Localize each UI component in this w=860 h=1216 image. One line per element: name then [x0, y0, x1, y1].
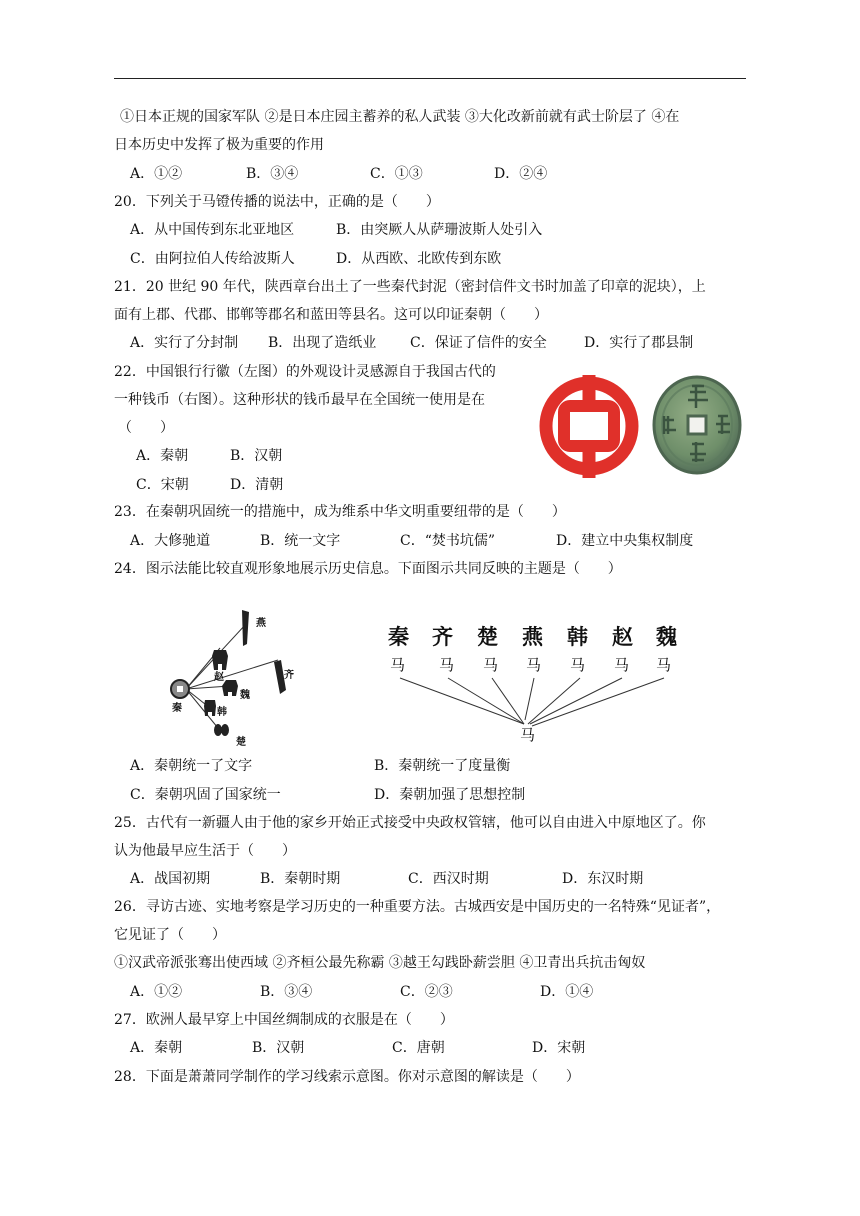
q26-option-b[interactable]: B．③④: [260, 984, 313, 1000]
ancient-coin-image: [652, 372, 744, 478]
q20-option-b[interactable]: B．由突厥人从萨珊波斯人处引入: [336, 222, 543, 238]
q23-stem: 23．在秦朝巩固统一的措施中，成为维系中华文明重要纽带的是（ ）: [114, 504, 566, 520]
script-variant-5: 马: [570, 656, 586, 674]
q21-option-d[interactable]: D．实行了郡县制: [584, 335, 694, 351]
q25-option-d[interactable]: D．东汉时期: [562, 871, 644, 887]
q25-stem-line2: 认为他最早应生活于（ ）: [114, 843, 296, 859]
q19-text-line1: ①日本正规的国家军队 ②是日本庄园主蓄养的私人武装 ③大化改新前就有武士阶层了 ④在: [120, 109, 680, 125]
q24-option-c[interactable]: C．秦朝巩固了国家统一: [130, 787, 281, 803]
q25-stem-line1: 25．古代有一新疆人由于他的家乡开始正式接受中央政权管辖，他可以自由进入中原地区了。你: [114, 815, 706, 831]
q21-option-b[interactable]: B．出现了造纸业: [268, 335, 377, 351]
q20-option-a[interactable]: A．从中国传到东北亚地区: [130, 222, 295, 238]
coin-label-qi: 齐: [284, 670, 294, 681]
warring-states-coins-figure: [150, 602, 320, 752]
coin-label-qin: 秦: [172, 703, 182, 714]
script-variant-7: 马: [656, 656, 672, 674]
q25-option-b[interactable]: B．秦朝时期: [260, 871, 341, 887]
script-variant-2: 马: [439, 656, 455, 674]
q24-stem: 24．图示法能比较直观形象地展示历史信息。下面图示共同反映的主题是（ ）: [114, 561, 622, 577]
q21-option-c[interactable]: C．保证了信件的安全: [410, 335, 547, 351]
q19-option-d[interactable]: D．②④: [494, 166, 548, 182]
q22-option-c[interactable]: C．宋朝: [136, 477, 189, 493]
q24-option-d[interactable]: D．秦朝加强了思想控制: [374, 787, 526, 803]
q25-option-a[interactable]: A．战国初期: [130, 871, 211, 887]
q22-option-b[interactable]: B．汉朝: [230, 448, 283, 464]
script-variant-6: 马: [614, 656, 630, 674]
q26-stem-line2: 它见证了（ ）: [114, 927, 226, 943]
q27-option-a[interactable]: A．秦朝: [130, 1040, 183, 1056]
q22-option-d[interactable]: D．清朝: [230, 477, 284, 493]
coin-label-chu: 楚: [236, 737, 246, 748]
q26-items: ①汉武帝派张骞出使西域 ②齐桓公最先称霸 ③越王勾践卧薪尝胆 ④卫青出兵抗击匈奴: [114, 955, 646, 971]
q21-option-a[interactable]: A．实行了分封制: [130, 335, 239, 351]
q21-stem-line1: 21．20 世纪 90 年代，陕西章台出土了一些秦代封泥（密封信件文书时加盖了印章的泥块），上: [114, 279, 706, 295]
q27-option-c[interactable]: C．唐朝: [392, 1040, 445, 1056]
script-variant-3: 马: [483, 656, 499, 674]
scripts-convergence-figure: [382, 616, 692, 746]
coin-label-han: 韩: [217, 707, 227, 718]
q27-option-b[interactable]: B．汉朝: [252, 1040, 305, 1056]
q20-option-c[interactable]: C．由阿拉伯人传给波斯人: [130, 251, 295, 267]
q22-stem-line2: 一种钱币（右图）。这种形状的钱币最早在全国统一使用是在: [114, 392, 485, 408]
script-top-zhao: 赵: [612, 625, 633, 649]
q21-stem-line2: 面有上郡、代郡、邯郸等郡名和蓝田等县名。这可以印证秦朝（ ）: [114, 307, 548, 323]
script-top-chu: 楚: [477, 625, 498, 649]
script-top-qin: 秦: [388, 625, 409, 649]
q22-stem-line1: 22．中国银行行徽（左图）的外观设计灵感源自于我国古代的: [114, 364, 496, 380]
q26-option-c[interactable]: C．②③: [400, 984, 453, 1000]
script-unified: 马: [520, 726, 536, 744]
q19-text-line2: 日本历史中发挥了极为重要的作用: [114, 137, 324, 153]
coin-label-zhao: 赵: [214, 672, 224, 683]
q27-stem: 27．欧洲人最早穿上中国丝绸制成的衣服是在（ ）: [114, 1012, 454, 1028]
q24-option-a[interactable]: A．秦朝统一了文字: [130, 758, 253, 774]
q20-option-d[interactable]: D．从西欧、北欧传到东欧: [336, 251, 502, 267]
header-rule: [114, 78, 746, 79]
q19-option-a[interactable]: A．①②: [130, 166, 183, 182]
q19-option-b[interactable]: B．③④: [246, 166, 299, 182]
q27-option-d[interactable]: D．宋朝: [532, 1040, 586, 1056]
coin-label-wei: 魏: [240, 690, 250, 701]
q24-option-b[interactable]: B．秦朝统一了度量衡: [374, 758, 511, 774]
bank-of-china-logo: [535, 373, 643, 479]
q26-option-d[interactable]: D．①④: [540, 984, 594, 1000]
script-top-yan: 燕: [522, 625, 543, 649]
q26-option-a[interactable]: A．①②: [130, 984, 183, 1000]
q26-stem-line1: 26．寻访古迹、实地考察是学习历史的一种重要方法。古城西安是中国历史的一名特殊“见证者”，: [114, 899, 721, 915]
script-top-qi: 齐: [432, 625, 453, 649]
q23-option-b[interactable]: B．统一文字: [260, 533, 341, 549]
q23-option-a[interactable]: A．大修驰道: [130, 533, 211, 549]
script-top-wei: 魏: [656, 625, 677, 649]
q20-stem: 20．下列关于马镫传播的说法中，正确的是（ ）: [114, 194, 440, 210]
q19-option-c[interactable]: C．①③: [370, 166, 423, 182]
coin-label-yan: 燕: [256, 618, 266, 629]
script-variant-4: 马: [526, 656, 542, 674]
script-top-han: 韩: [567, 625, 588, 649]
q28-stem: 28．下面是萧萧同学制作的学习线索示意图。你对示意图的解读是（ ）: [114, 1069, 580, 1085]
q22-stem-line3: （ ）: [118, 420, 174, 436]
q23-option-d[interactable]: D．建立中央集权制度: [556, 533, 694, 549]
q22-option-a[interactable]: A．秦朝: [136, 448, 189, 464]
script-variant-1: 马: [390, 656, 406, 674]
q25-option-c[interactable]: C．西汉时期: [408, 871, 489, 887]
q23-option-c[interactable]: C．“焚书坑儒”: [400, 533, 496, 549]
